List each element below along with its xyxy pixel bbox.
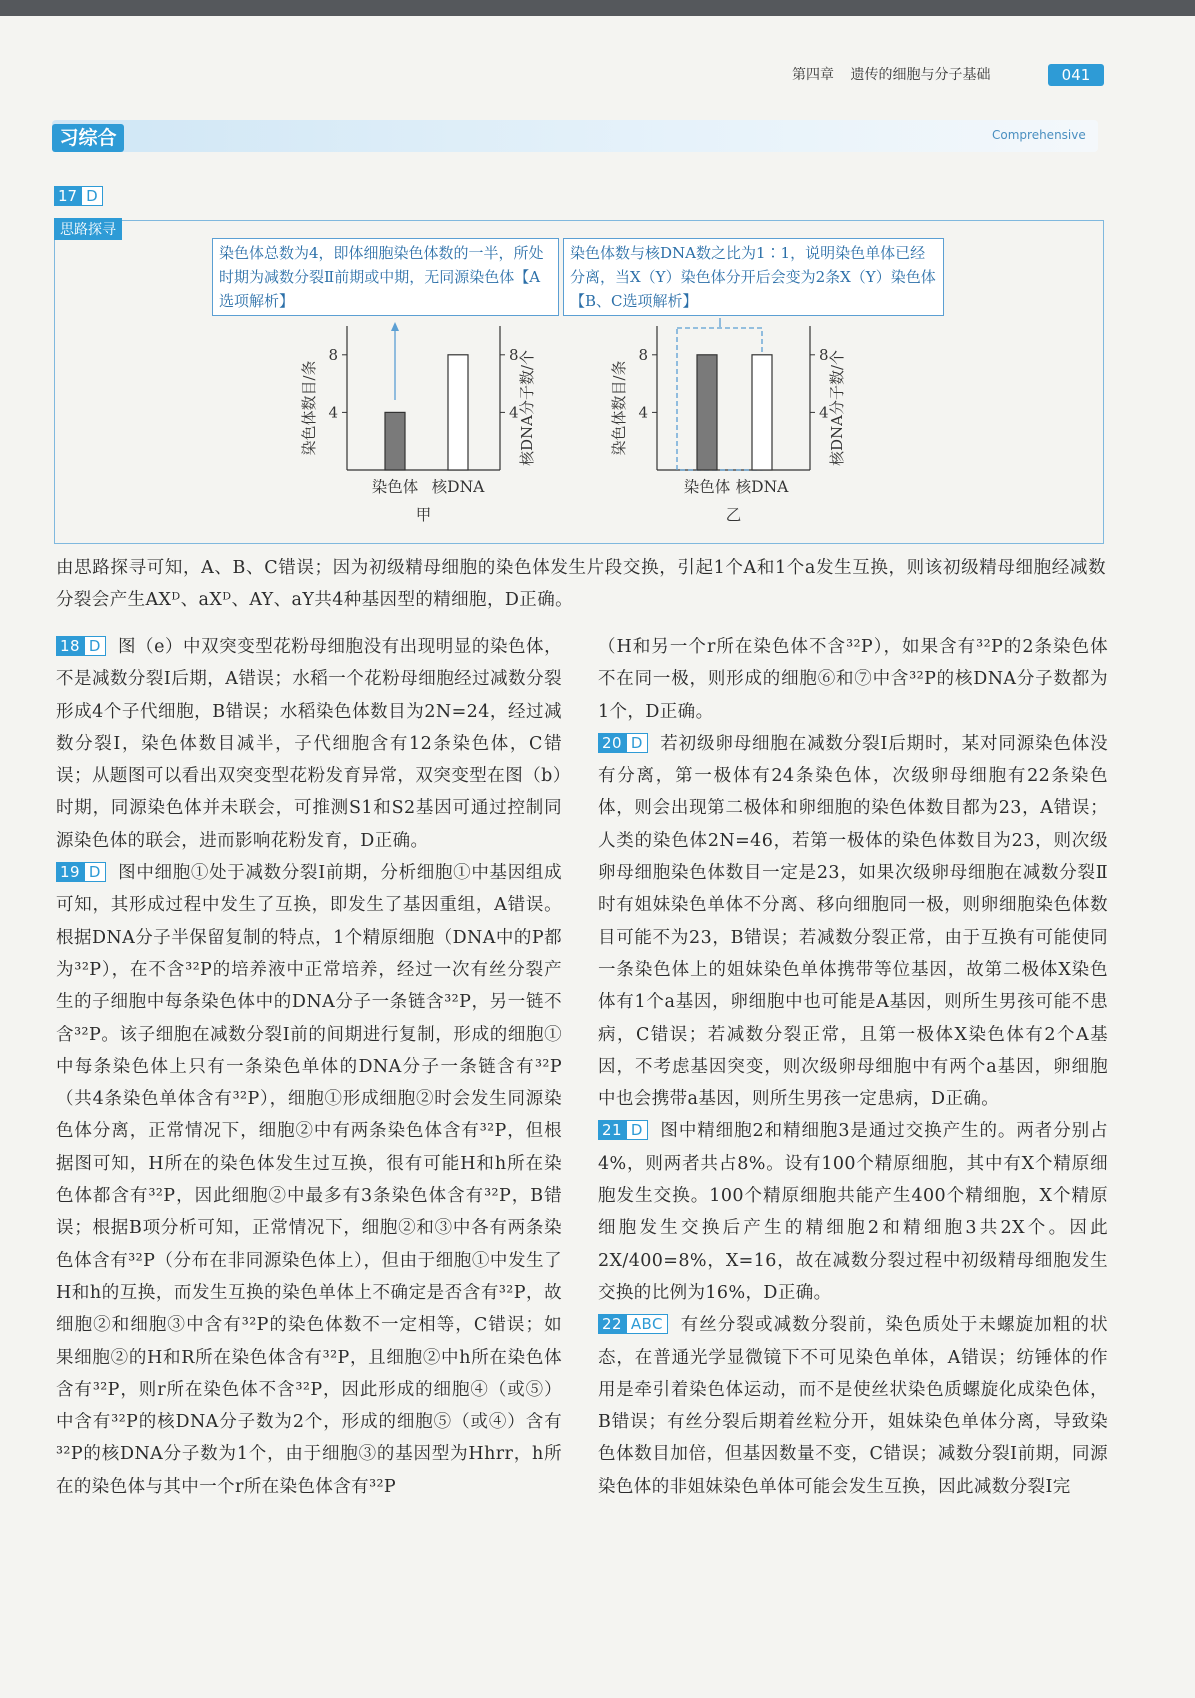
- tick-label-left: 4: [328, 403, 338, 422]
- chart-caption: 乙: [725, 506, 742, 524]
- top-dark-bar: [0, 0, 1195, 16]
- section-label-en: Comprehensive: [992, 128, 1086, 142]
- q22-answer: ABC: [626, 1314, 668, 1334]
- q17-explanation: [56, 552, 1106, 617]
- q20-block: [598, 728, 1108, 1116]
- tick-label-right: 8: [509, 345, 519, 364]
- think-label: 思路探寻: [54, 218, 122, 240]
- q19-text: 图中细胞①处于减数分裂Ⅰ前期，分析细胞①中基因组成可知，其形成过程中发生了互换，即发生了基因重组，A错误。根据DNA分子半保留复制的特点，1个精原细胞（DNA中的P都为³²P），在不含³²P的培养液中正常培养，经过一次有丝分裂产生的子细胞中每条染色体中的DNA分子一条链含³²P，另一链不含³²P。该子细胞在减数分裂Ⅰ前的间期进行复制，形成的细胞①中每条染色体上只有一条染色单体的DNA分子一条链含有³²P（共4条染色单体含有³²P），细胞①形成细胞②时会发生同源染色体分离，正常情况下，细胞②中有两条染色体含有³²P，但根据图可知，H所在的染色体发生过互换，很有可能H和h所在染色体都含有³²P，因此细胞②中最多有3条染色体含有³²P，B错误；根据B项分析可知，正常情况下，细胞②和③中各有两条染色体含有³²P（分布在非同源染色体上），但由于细胞①中发生了H和h的互换，而发生互换的染色单体上不确定是否含有³²P，故细胞②和细胞③中含有³²P的染色体数不一定相等，C错误；如果细胞②的H和R所在染色体含有³²P，且细胞②中h所在染色体含有³²P，则r所在染色体不含³²P，因此形成的细胞④（或⑤）中含有³²P的核DNA分子数为2个，形成的细胞⑤（或④）含有³²P的核DNA分子数为1个，由于细胞③的基因型为Hhrr，h所在的染色体与其中一个r所在染色体含有³²P: [56, 863, 562, 1497]
- chart-jia: [300, 318, 540, 528]
- y-axis-label-left: 染色体数目/条: [300, 360, 318, 456]
- q22-text: 有丝分裂或减数分裂前，染色质处于未螺旋加粗的状态，在普通光学显微镜下不可见染色单体，A错误；纺锤体的作用是牵引着染色体运动，而不是使丝状染色质螺旋化成染色体，B错误；有丝分裂后期着丝粒分开，姐妹染色单体分离，导致染色体数目加倍，但基因数量不变，C错误；减数分裂Ⅰ前期，同源染色体的非姐妹染色单体可能会发生互换，因此减数分裂Ⅰ完: [598, 1315, 1108, 1497]
- tick-label-left: 8: [328, 345, 338, 364]
- tick-label-right: 8: [819, 345, 829, 364]
- q19-continued: （H和另一个r所在染色体不含³²P），如果含有³²P的2条染色体不在同一极，则形成的细胞⑥和⑦中含³²P的核DNA分子数都为1个，D正确。: [598, 637, 1108, 722]
- q22-block: [598, 1309, 1108, 1503]
- category-label: 染色体: [371, 478, 419, 496]
- q17-answer: D: [81, 186, 103, 206]
- y-axis-label-left: 染色体数目/条: [610, 360, 628, 456]
- q17-number: 17: [54, 186, 81, 206]
- chapter-number: 第四章: [792, 67, 834, 83]
- y-axis-label-right: 核DNA分子数/个: [828, 349, 846, 467]
- q21-block: [598, 1115, 1108, 1309]
- tick-label-right: 4: [509, 403, 519, 422]
- category-label: 核DNA: [431, 478, 485, 496]
- q18-number: 18: [56, 636, 84, 656]
- tick-label-right: 4: [819, 403, 829, 422]
- q18-block: [56, 631, 562, 857]
- q21-answer: D: [626, 1120, 648, 1140]
- bar-nuclear-dna: [448, 355, 468, 470]
- note-left: 染色体总数为4，即体细胞染色体数的一半，所处时期为减数分裂Ⅱ前期或中期，无同源染色体【A选项解析】: [212, 238, 559, 316]
- running-header: [792, 64, 1002, 84]
- note-right: 染色体数与核DNA数之比为1∶1，说明染色单体已经分离，当X（Y）染色体分开后会变为2条X（Y）染色体【B、C选项解析】: [563, 238, 944, 316]
- q18-text: 图（e）中双突变型花粉母细胞没有出现明显的染色体，不是减数分裂Ⅰ后期，A错误；水稻一个花粉母细胞经过减数分裂形成4个子代细胞，B错误；水稻染色体数目为2N=24，经过减数分裂Ⅰ，染色体数目减半，子代细胞含有12条染色体，C错误；从题图可以看出双突变型花粉发育异常，双突变型在图（b）时期，同源染色体并未联会，可推测S1和S2基因可通过控制同源染色体的联会，进而影响花粉发育，D正确。: [56, 637, 562, 851]
- category-label: 核DNA: [735, 478, 789, 496]
- q17-explanation-text: 由思路探寻可知，A、B、C错误；因为初级精母细胞的染色体发生片段交换，引起1个A和1个a发生互换，则该初级精母细胞经减数分裂会产生AXᴰ、aXᴰ、AY、aY共4种基因型的精细胞，D正确。: [56, 558, 1106, 611]
- chart-caption: 甲: [415, 506, 432, 524]
- chapter-title: 遗传的细胞与分子基础: [850, 67, 991, 83]
- q19-number: 19: [56, 862, 84, 882]
- q18-answer: D: [84, 636, 106, 656]
- tick-label-left: 8: [638, 345, 648, 364]
- bar-chromosome: [385, 412, 405, 470]
- section-label: 习综合: [52, 124, 124, 152]
- bar-nuclear-dna: [752, 355, 772, 470]
- q21-text: 图中精细胞2和精细胞3是通过交换产生的。两者分别占4%，则两者共占8%。设有100个精原细胞，其中有X个精原细胞发生交换。100个精原细胞共能产生400个精细胞，X个精原细胞发生交换后产生的精细胞2和精细胞3共2X个。因此2X/400=8%，X=16，故在减数分裂过程中初级精母细胞发生交换的比例为16%，D正确。: [598, 1121, 1108, 1303]
- q20-number: 20: [598, 733, 626, 753]
- y-axis-label-right: 核DNA分子数/个: [518, 349, 536, 467]
- chart-yi: [610, 318, 860, 528]
- left-column: [56, 631, 562, 1503]
- q17-tag: [54, 186, 115, 206]
- q20-answer: D: [626, 733, 648, 753]
- page-number: 041: [1048, 64, 1104, 86]
- q22-number: 22: [598, 1314, 626, 1334]
- q21-number: 21: [598, 1120, 626, 1140]
- tick-label-left: 4: [638, 403, 648, 422]
- q20-text: 若初级卵母细胞在减数分裂Ⅰ后期时，某对同源染色体没有分离，第一极体有24条染色体，次级卵母细胞有22条染色体，则会出现第二极体和卵细胞的染色体数目都为23，A错误；人类的染色体2N=46，若第一极体的染色体数目为23，则次级卵母细胞染色体数目一定是23，如果次级卵母细胞在减数分裂Ⅱ时有姐妹染色单体不分离、移向细胞同一极，则卵细胞染色体数目可能不为23，B错误；若减数分裂正常，由于互换有可能使同一条染色体上的姐妹染色单体携带等位基因，故第二极体X染色体有1个a基因，卵细胞中也可能是A基因，则所生男孩可能不患病，C错误；若减数分裂正常，且第一极体X染色体有2个A基因，不考虑基因突变，则次级卵母细胞中有两个a基因，卵细胞中也会携带a基因，则所生男孩一定患病，D正确。: [598, 733, 1109, 1110]
- q19-answer: D: [84, 862, 106, 882]
- right-column: [598, 631, 1108, 1503]
- category-label: 染色体: [683, 478, 731, 496]
- section-band: [52, 120, 1098, 152]
- q19-block: [56, 857, 562, 1503]
- bar-chromosome: [697, 355, 717, 470]
